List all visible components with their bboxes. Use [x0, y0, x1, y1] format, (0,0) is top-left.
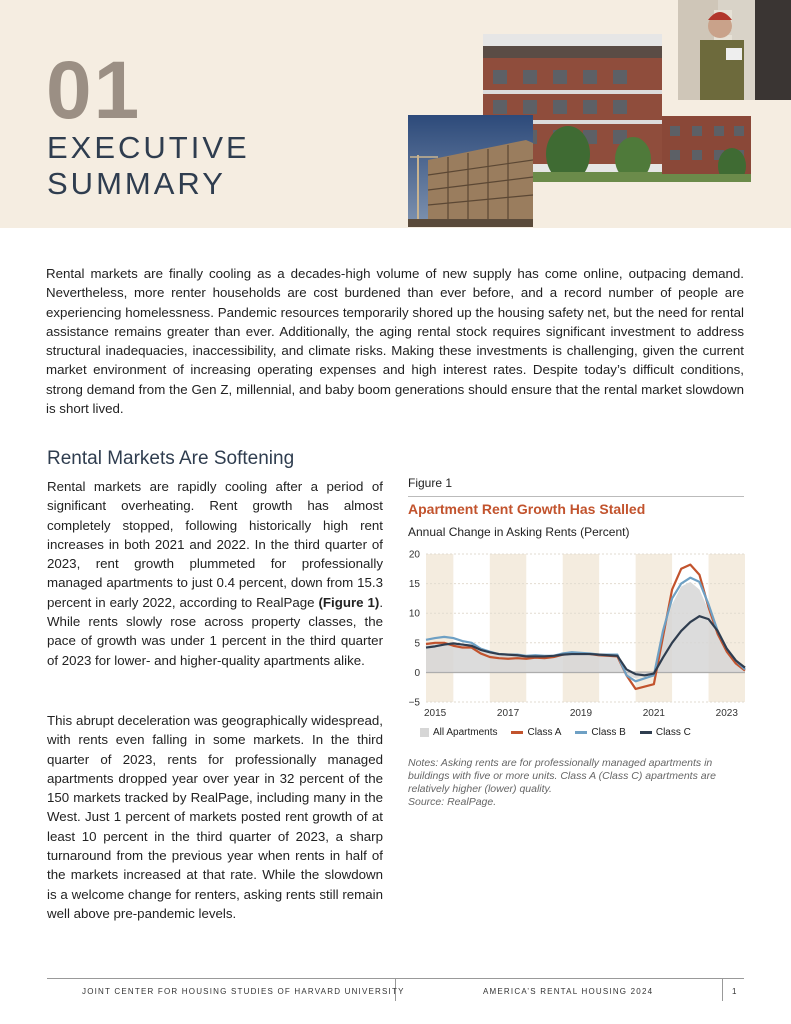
legend-label-c: Class C — [655, 727, 691, 738]
section-number: 01 — [46, 45, 142, 136]
legend-label-all: All Apartments — [433, 727, 498, 738]
figure-notes-text: Notes: Asking rents are for professionally managed apartments in buildings with five or more units. Class A (Class C) apartments are relatively higher (lower) quality. — [408, 757, 716, 795]
photo-apartments-strip — [662, 116, 751, 182]
rent-growth-chart — [400, 546, 750, 722]
y-tick-label: 20 — [408, 549, 420, 561]
x-tick-label: 2015 — [423, 708, 447, 719]
section-heading: Rental Markets Are Softening — [47, 448, 295, 469]
legend-swatch-a — [511, 731, 523, 734]
y-tick-label: 0 — [414, 667, 420, 679]
p1-text-a: Rental markets are rapidly cooling after a period of significant overheating. Rent growth has almost completely stopped, following historically high rent increases in both 2021 and 2022. In the third quarter of 2023, rent growth plummeted for professionally managed apartments to just 0.4 percent, down from 15.3 percent in early 2022, according to RealPage — [47, 479, 383, 610]
legend-class-c — [640, 727, 691, 738]
y-tick-label: 10 — [408, 608, 420, 620]
x-tick-label: 2017 — [496, 708, 520, 719]
footer-report-title: AMERICA’S RENTAL HOUSING 2024 — [483, 987, 654, 996]
x-tick-label: 2023 — [715, 708, 738, 719]
chart-legend — [420, 727, 691, 738]
body-paragraph-2: This abrupt deceleration was geographically widespread, with rents even falling in some markets. In the third quarter of 2023, rents for professionally managed apartments dropped year over year in 32 percent of the 150 markets tracked by RealPage, including many in the West. Just 1 percent of markets posted rent growth of at least 10 percent in the third quarter of 2023, a sharp turnaround from the previous year when rents in half of the markets increased at that rate. While the slowdown is a welcome change for renters, asking rents still remain well above pre-pandemic levels. — [47, 713, 383, 921]
year-band-2017 — [490, 554, 526, 702]
footer-organization: JOINT CENTER FOR HOUSING STUDIES OF HARVARD UNIVERSITY — [82, 987, 405, 996]
year-band-2019 — [563, 554, 599, 702]
figure-1-reference: (Figure 1) — [318, 594, 380, 610]
section-title-line1: EXECUTIVE — [47, 130, 250, 165]
photo-construction-site — [408, 115, 533, 227]
photo-man-with-mail — [678, 0, 791, 100]
x-axis-ticks — [424, 708, 738, 719]
p1-text-b: . While rents slowly rose across property classes, the pace of growth was under 1 percent in the third quarter of 2023 for lower- and higher-quality apartments alike. — [47, 594, 384, 668]
y-tick-label: 5 — [414, 638, 420, 650]
legend-class-a — [511, 727, 561, 738]
legend-swatch-c — [640, 731, 652, 734]
figure-label: Figure 1 — [408, 476, 453, 490]
intro-paragraph: Rental markets are finally cooling as a decades-high volume of new supply has come online, outpacing demand. Nevertheless, more renter households are cost burdened than ever before, and a record number of people are experiencing homelessness. Pandemic resources temporarily shored up the housing safety net, but the need for rental assistance remains greater than ever. Additionally, the aging rental stock requires significant investment to address structural inadequacies, inaccessibility, and climate risks. Making these investments is challenging, given the current market environment of increasing operating expenses and high interest rates. Despite today’s difficult conditions, strong demand from the Gen Z, millennial, and baby boom generations should ensure that the rental market slowdown is short lived. — [46, 266, 744, 417]
footer-separator-2 — [722, 979, 723, 1001]
x-tick-label: 2021 — [642, 708, 665, 719]
year-band-2015 — [426, 554, 453, 702]
figure-title: Apartment Rent Growth Has Stalled — [408, 501, 646, 517]
legend-all-apartments — [420, 727, 497, 738]
legend-swatch-all — [420, 728, 429, 737]
figure-divider — [408, 496, 744, 497]
figure-notes — [408, 757, 748, 809]
footer-page-number: 1 — [732, 987, 737, 996]
figure-subtitle: Annual Change in Asking Rents (Percent) — [408, 525, 630, 539]
legend-class-b — [575, 727, 625, 738]
body-paragraph-1 — [47, 477, 383, 670]
legend-label-b: Class B — [591, 727, 626, 738]
x-tick-label: 2019 — [569, 708, 593, 719]
section-title — [47, 130, 250, 202]
y-tick-label: 15 — [408, 579, 420, 591]
legend-label-a: Class A — [527, 727, 562, 738]
section-title-line2: SUMMARY — [47, 166, 226, 201]
legend-swatch-b — [575, 731, 587, 734]
figure-source: Source: RealPage. — [408, 796, 497, 808]
y-tick-label: −5 — [408, 697, 420, 709]
